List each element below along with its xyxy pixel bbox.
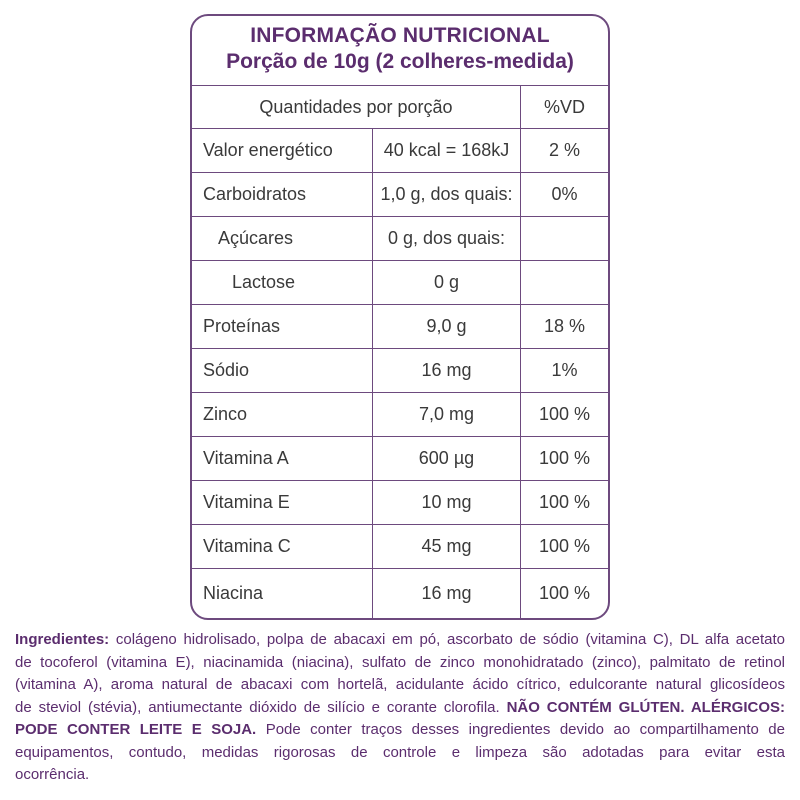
serving-size: Porção de 10g (2 colheres-medida) xyxy=(226,50,574,73)
nutrient-name: Lactose xyxy=(232,272,296,292)
ingredients-line xyxy=(15,719,785,742)
nutrient-daily-value-empty xyxy=(520,217,608,260)
nutrient-daily-value: 2 % xyxy=(520,129,608,172)
nutrient-amount: 10 mg xyxy=(372,481,520,524)
nutrient-row-vitamin-e xyxy=(192,480,608,524)
nutrient-name: Vitamina A xyxy=(203,448,289,468)
nutrient-amount: 0 g, dos quais: xyxy=(372,217,520,260)
nutrient-row-sodium xyxy=(192,348,608,392)
nutrient-row-sugars xyxy=(192,216,608,260)
nutrient-amount: 16 mg xyxy=(372,349,520,392)
ingredients-line xyxy=(15,764,785,787)
ingredients-line xyxy=(15,629,785,652)
ingredients-paragraph xyxy=(15,629,785,787)
nutrient-amount: 40 kcal = 168kJ xyxy=(372,129,520,172)
nutrient-daily-value: 100 % xyxy=(520,569,608,618)
nutrient-daily-value-empty xyxy=(520,261,608,304)
table-header-row xyxy=(192,85,608,128)
nutrient-name: Açúcares xyxy=(218,228,294,248)
nutrient-amount: 0 g xyxy=(372,261,520,304)
nutrition-facts-title: INFORMAÇÃO NUTRICIONAL xyxy=(250,24,550,47)
ingredients-text: de steviol (stévia), antiumectante dióxido de silício e corante clorofila. xyxy=(15,698,500,716)
allergen-warning: PODE CONTER LEITE E SOJA. xyxy=(15,721,257,738)
nutrient-row-energy xyxy=(192,128,608,172)
nutrient-row-lactose xyxy=(192,260,608,304)
ingredients-text: (vitamina A), aroma natural de abacaxi com hortelã, acidulante ácido cítrico, edulcorante natural glicosídeos xyxy=(15,676,785,693)
ingredients-line xyxy=(15,652,785,675)
ingredients-label: Ingredientes: xyxy=(15,631,110,648)
nutrient-name: Niacina xyxy=(203,583,264,603)
nutrient-amount: 1,0 g, dos quais: xyxy=(372,173,520,216)
nutrition-facts-box xyxy=(190,14,610,620)
nutrient-amount: 16 mg xyxy=(372,569,520,618)
header-daily-value: %VD xyxy=(520,86,608,128)
nutrient-amount: 45 mg xyxy=(372,525,520,568)
nutrient-name: Vitamina C xyxy=(203,536,291,556)
ingredients-text: Pode conter traços desses ingredientes devido ao compartilhamento de xyxy=(265,721,785,738)
nutrient-daily-value: 100 % xyxy=(520,525,608,568)
ingredients-text: colágeno hidrolisado, polpa de abacaxi em pó, ascorbato de sódio (vitamina C), DL alfa acetato xyxy=(115,631,785,648)
nutrient-row-vitamin-c xyxy=(192,524,608,568)
ingredients-text: ocorrência. xyxy=(15,766,90,783)
nutrient-daily-value: 0% xyxy=(520,173,608,216)
ingredients-text: de tocoferol (vitamina E), niacinamida (niacina), sulfato de zinco monohidratado (zinco), palmitato de retinol xyxy=(15,653,785,671)
nutrient-name: Zinco xyxy=(203,404,248,424)
nutrient-daily-value: 100 % xyxy=(520,393,608,436)
nutrient-name: Proteínas xyxy=(203,316,281,336)
ingredients-line xyxy=(15,697,785,720)
nutrient-name: Sódio xyxy=(203,360,250,380)
nutrient-amount: 7,0 mg xyxy=(372,393,520,436)
nutrient-daily-value: 100 % xyxy=(520,481,608,524)
nutrient-name: Carboidratos xyxy=(203,184,307,204)
nutrient-daily-value: 100 % xyxy=(520,437,608,480)
nutrition-table xyxy=(192,85,608,618)
nutrient-row-zinc xyxy=(192,392,608,436)
ingredients-text: equipamentos, contudo, medidas rigorosas de controle e limpeza são adotadas para evitar esta xyxy=(15,743,785,761)
nutrient-daily-value: 1% xyxy=(520,349,608,392)
nutrient-amount: 600 µg xyxy=(372,437,520,480)
nutrient-row-niacin xyxy=(192,568,608,618)
header-quantity: Quantidades por porção xyxy=(259,96,453,117)
ingredients-line xyxy=(15,674,785,697)
nutrient-daily-value: 18 % xyxy=(520,305,608,348)
allergen-warning: NÃO CONTÉM GLÚTEN. ALÉRGICOS: xyxy=(506,698,785,716)
nutrient-name: Vitamina E xyxy=(203,492,290,512)
ingredients-line xyxy=(15,742,785,765)
nutrient-name: Valor energético xyxy=(203,140,333,160)
nutrient-row-carbohydrates xyxy=(192,172,608,216)
nutrient-amount: 9,0 g xyxy=(372,305,520,348)
nutrient-row-proteins xyxy=(192,304,608,348)
nutrient-row-vitamin-a xyxy=(192,436,608,480)
